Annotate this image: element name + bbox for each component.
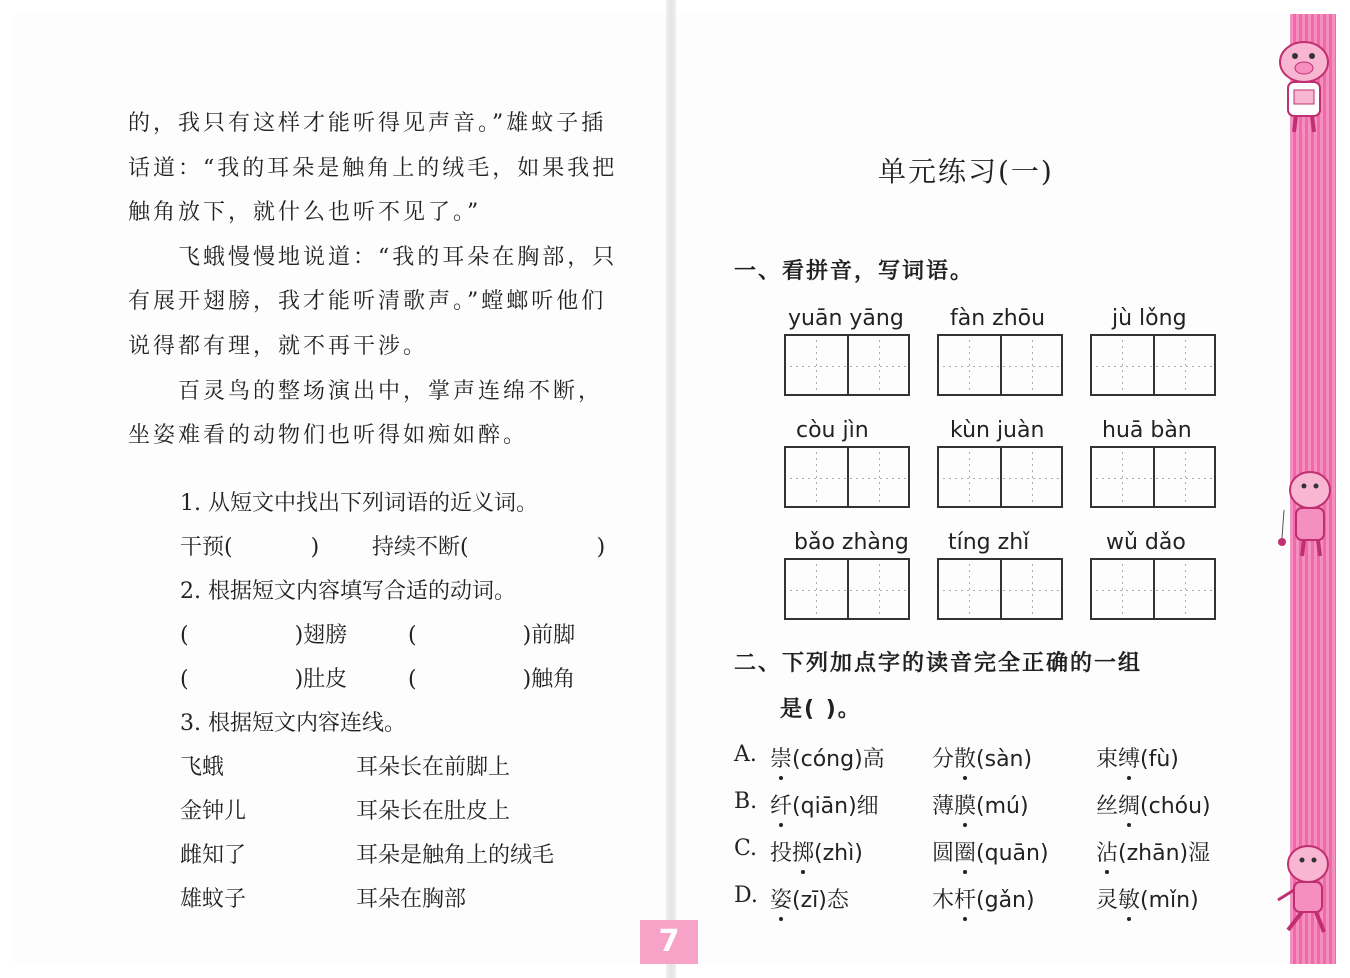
match-left-item[interactable]: 雄蚊子 — [180, 887, 247, 912]
match-right-item[interactable]: 耳朵长在肚皮上 — [356, 799, 511, 824]
question-1-title: 1. 从短文中找出下列词语的近义词。 — [180, 491, 538, 516]
question-2-item: ( )肚皮 — [180, 667, 348, 692]
option-d-label[interactable]: D. — [734, 883, 758, 908]
pig-yoyo-mascot-icon — [1274, 462, 1338, 562]
writing-grid[interactable] — [1090, 558, 1216, 620]
writing-grid[interactable] — [1090, 334, 1216, 396]
option-b-word: 纤(qiān)细 — [770, 794, 879, 819]
option-d-word: 灵敏(mǐn) — [1096, 888, 1199, 913]
writing-grid[interactable] — [937, 446, 1063, 508]
question-1-item-b: 持续不断( ) — [372, 535, 606, 560]
match-left-item[interactable]: 雌知了 — [180, 843, 247, 868]
pig-dancing-mascot-icon — [1272, 838, 1338, 938]
match-left-item[interactable]: 飞蛾 — [180, 755, 225, 780]
story-passage — [128, 102, 618, 459]
option-c-label[interactable]: C. — [734, 836, 758, 861]
page-title: 单元练习(一) — [878, 155, 1054, 188]
passage-paragraph: 的，我只有这样才能听得见声音。”雄蚊子插话道：“我的耳朵是触角上的绒毛，如果我把触角放下，就什么也听不见了。” — [128, 111, 618, 226]
passage-paragraph: 飞蛾慢慢地说道：“我的耳朵在胸部，只有展开翅膀，我才能听清歌声。”螳螂听他们说得都有理，就不再干涉。 — [128, 244, 618, 359]
pinyin-label: kùn juàn — [950, 418, 1045, 443]
writing-grid[interactable] — [937, 558, 1063, 620]
question-3-title: 3. 根据短文内容连线。 — [180, 711, 406, 736]
pinyin-label: tíng zhǐ — [948, 530, 1030, 555]
question-2-item: ( )触角 — [408, 667, 576, 692]
option-b-label[interactable]: B. — [734, 789, 758, 814]
passage-paragraph: 百灵鸟的整场演出中，掌声连绵不断，坐姿难看的动物们也听得如痴如醉。 — [128, 378, 604, 449]
section-2-heading-cont: 是( )。 — [780, 697, 862, 722]
match-right-item[interactable]: 耳朵长在前脚上 — [356, 755, 511, 780]
match-left-item[interactable]: 金钟儿 — [180, 799, 247, 824]
option-a-word: 分散(sàn) — [932, 747, 1033, 772]
question-2-item: ( )前脚 — [408, 623, 576, 648]
pinyin-label: yuān yāng — [788, 306, 904, 331]
option-a-label[interactable]: A. — [734, 742, 757, 767]
pinyin-label: bǎo zhàng — [794, 530, 909, 555]
pinyin-label: jù lǒng — [1112, 306, 1187, 331]
writing-grid[interactable] — [784, 558, 910, 620]
option-c-word: 投掷(zhì) — [770, 841, 863, 866]
writing-grid[interactable] — [784, 446, 910, 508]
writing-grid[interactable] — [784, 334, 910, 396]
section-2-heading: 二、下列加点字的读音完全正确的一组 — [734, 651, 1143, 676]
question-2-title: 2. 根据短文内容填写合适的动词。 — [180, 579, 516, 604]
option-a-word: 束缚(fù) — [1096, 747, 1179, 772]
option-b-word: 丝绸(chóu) — [1096, 794, 1211, 819]
question-2-item: ( )翅膀 — [180, 623, 348, 648]
writing-grid[interactable] — [1090, 446, 1216, 508]
pig-mascot-icon — [1268, 28, 1338, 138]
page-number: 7 — [640, 920, 698, 964]
option-d-word: 姿(zī)态 — [770, 888, 849, 913]
pinyin-label: fàn zhōu — [950, 306, 1046, 331]
match-right-item[interactable]: 耳朵在胸部 — [356, 887, 467, 912]
book-gutter — [666, 0, 676, 978]
pinyin-label: huā bàn — [1102, 418, 1192, 443]
writing-grid[interactable] — [937, 334, 1063, 396]
option-b-word: 薄膜(mú) — [932, 794, 1029, 819]
section-1-heading: 一、看拼音，写词语。 — [734, 259, 975, 284]
match-right-item[interactable]: 耳朵是触角上的绒毛 — [356, 843, 555, 868]
option-c-word: 沾(zhān)湿 — [1096, 841, 1211, 866]
pinyin-label: wǔ dǎo — [1106, 530, 1186, 555]
option-a-word: 崇(cóng)高 — [770, 747, 885, 772]
option-d-word: 木杆(gǎn) — [932, 888, 1035, 913]
question-1-item-a: 干预( ) — [180, 535, 320, 560]
option-c-word: 圆圈(quān) — [932, 841, 1049, 866]
pinyin-label: còu jìn — [796, 418, 869, 443]
